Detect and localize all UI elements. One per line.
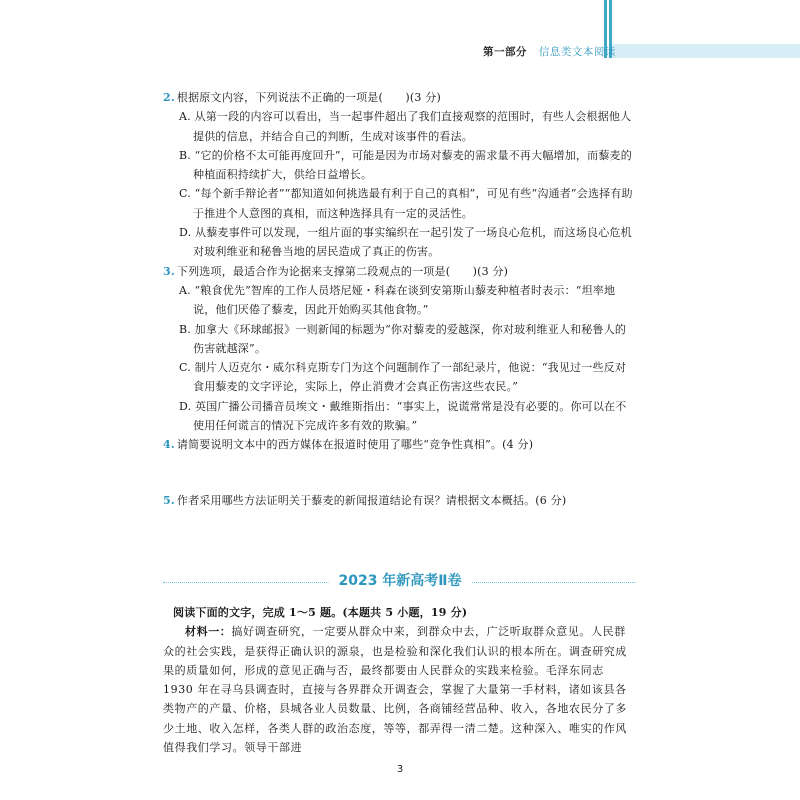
- questions-block: [163, 88, 635, 510]
- material-text: 搞好调查研究，一定要从群众中来，到群众中去，广泛听取群众意见。人民群众的社会实践，是获得正确认识的源泉，也是检验和深化我们认识的根本所在。调查研究成果的质量如何，形成的意见正确与否，最终都要由人民群众的实践来检验。毛泽东同志 1930 年在寻乌县调查时，直接与各界群众开调查会，掌握了大量第一手材料，诸如该县各类物产的产量、价格，县城各业人员数量、比例，各商铺经营品种、收入，各地农民分了多少土地、收入怎样，各类人群的政治态度，等等，都弄得一清二楚。这种深入、唯实的作风值得我们学习。领导干部进: [163, 625, 627, 755]
- option-b: B. “它的价格不太可能再度回升”，可能是因为市场对藜麦的需求量不再大幅增加，而藜麦的种植面积持续扩大，供给日益增长。: [179, 148, 632, 182]
- option-a: A. 从第一段的内容可以看出，当一起事件超出了我们直接观察的范围时，有些人会根据他人提供的信息，并结合自己的判断，生成对该事件的看法。: [179, 110, 632, 143]
- option-b: B. 加拿大《环球邮报》一则新闻的标题为“你对藜麦的爱越深，你对玻利维亚人和秘鲁人的伤害就越深”。: [179, 322, 627, 355]
- question-3: [163, 262, 635, 281]
- question-stem: 请简要说明文本中的西方媒体在报道时使用了哪些“竞争性真相”。(4 分): [176, 438, 534, 452]
- question-number: 2.: [163, 91, 175, 104]
- reading-instructions: 阅读下面的文字，完成 1～5 题。(本题共 5 小题，19 分): [173, 606, 468, 619]
- question-number: 3.: [163, 264, 175, 278]
- option-c: C. “每个新手辩论者”“都知道如何挑选最有利于自己的真相”，可见有些“沟通者”会选择有助于推进个人意图的真相，而这种选择具有一定的灵活性。: [179, 187, 633, 220]
- running-header: [483, 44, 616, 59]
- question-number: 4.: [163, 438, 175, 452]
- material-label: 材料一：: [185, 625, 232, 639]
- question-stem: 下列选项，最适合作为论据来支撑第二段观点的一项是( )(3 分): [176, 264, 509, 278]
- option-c: C. 制片人迈克尔・威尔科克斯专门为这个问题制作了一部纪录片，他说：“我见过一些反对食用藜麦的文字评论，实际上，停止消费才会真正伤害这些农民。”: [179, 361, 627, 394]
- option-d: D. 英国广播公司播音员埃文・戴维斯指出：“事实上，说谎常常是没有必要的。你可以在不使用任何谎言的情况下完成许多有效的欺骗。”: [179, 399, 627, 433]
- header-bar: [612, 44, 800, 58]
- question-stem: 根据原文内容，下列说法不正确的一项是( )(3 分): [176, 91, 441, 104]
- header-part: 第一部分: [483, 46, 527, 58]
- option-d: D. 从藜麦事件可以发现，一组片面的事实编织在一起引发了一场良心危机，而这场良心危机对玻利维亚和秘鲁当地的居民造成了真正的伤害。: [179, 226, 632, 259]
- exam-title: 2023 年新高考Ⅱ卷: [328, 570, 471, 590]
- question-4: [163, 435, 635, 454]
- question-5: [163, 491, 635, 510]
- question-2: [163, 88, 635, 107]
- question-number: 5.: [163, 493, 175, 507]
- reading-block: [163, 603, 635, 757]
- question-stem: 作者采用哪些方法证明关于藜麦的新闻报道结论有误？请根据文本概括。(6 分): [176, 493, 567, 507]
- answer-space: [163, 455, 635, 491]
- material-1: [163, 622, 635, 757]
- option-a: A. “粮食优先”智库的工作人员塔尼娅・科森在谈到安第斯山藜麦种植者时表示：“坦率地说，他们厌倦了藜麦，因此开始购买其他食物。”: [179, 283, 616, 317]
- page-number: 3: [396, 764, 404, 775]
- header-section: 信息类文本阅读: [538, 46, 616, 58]
